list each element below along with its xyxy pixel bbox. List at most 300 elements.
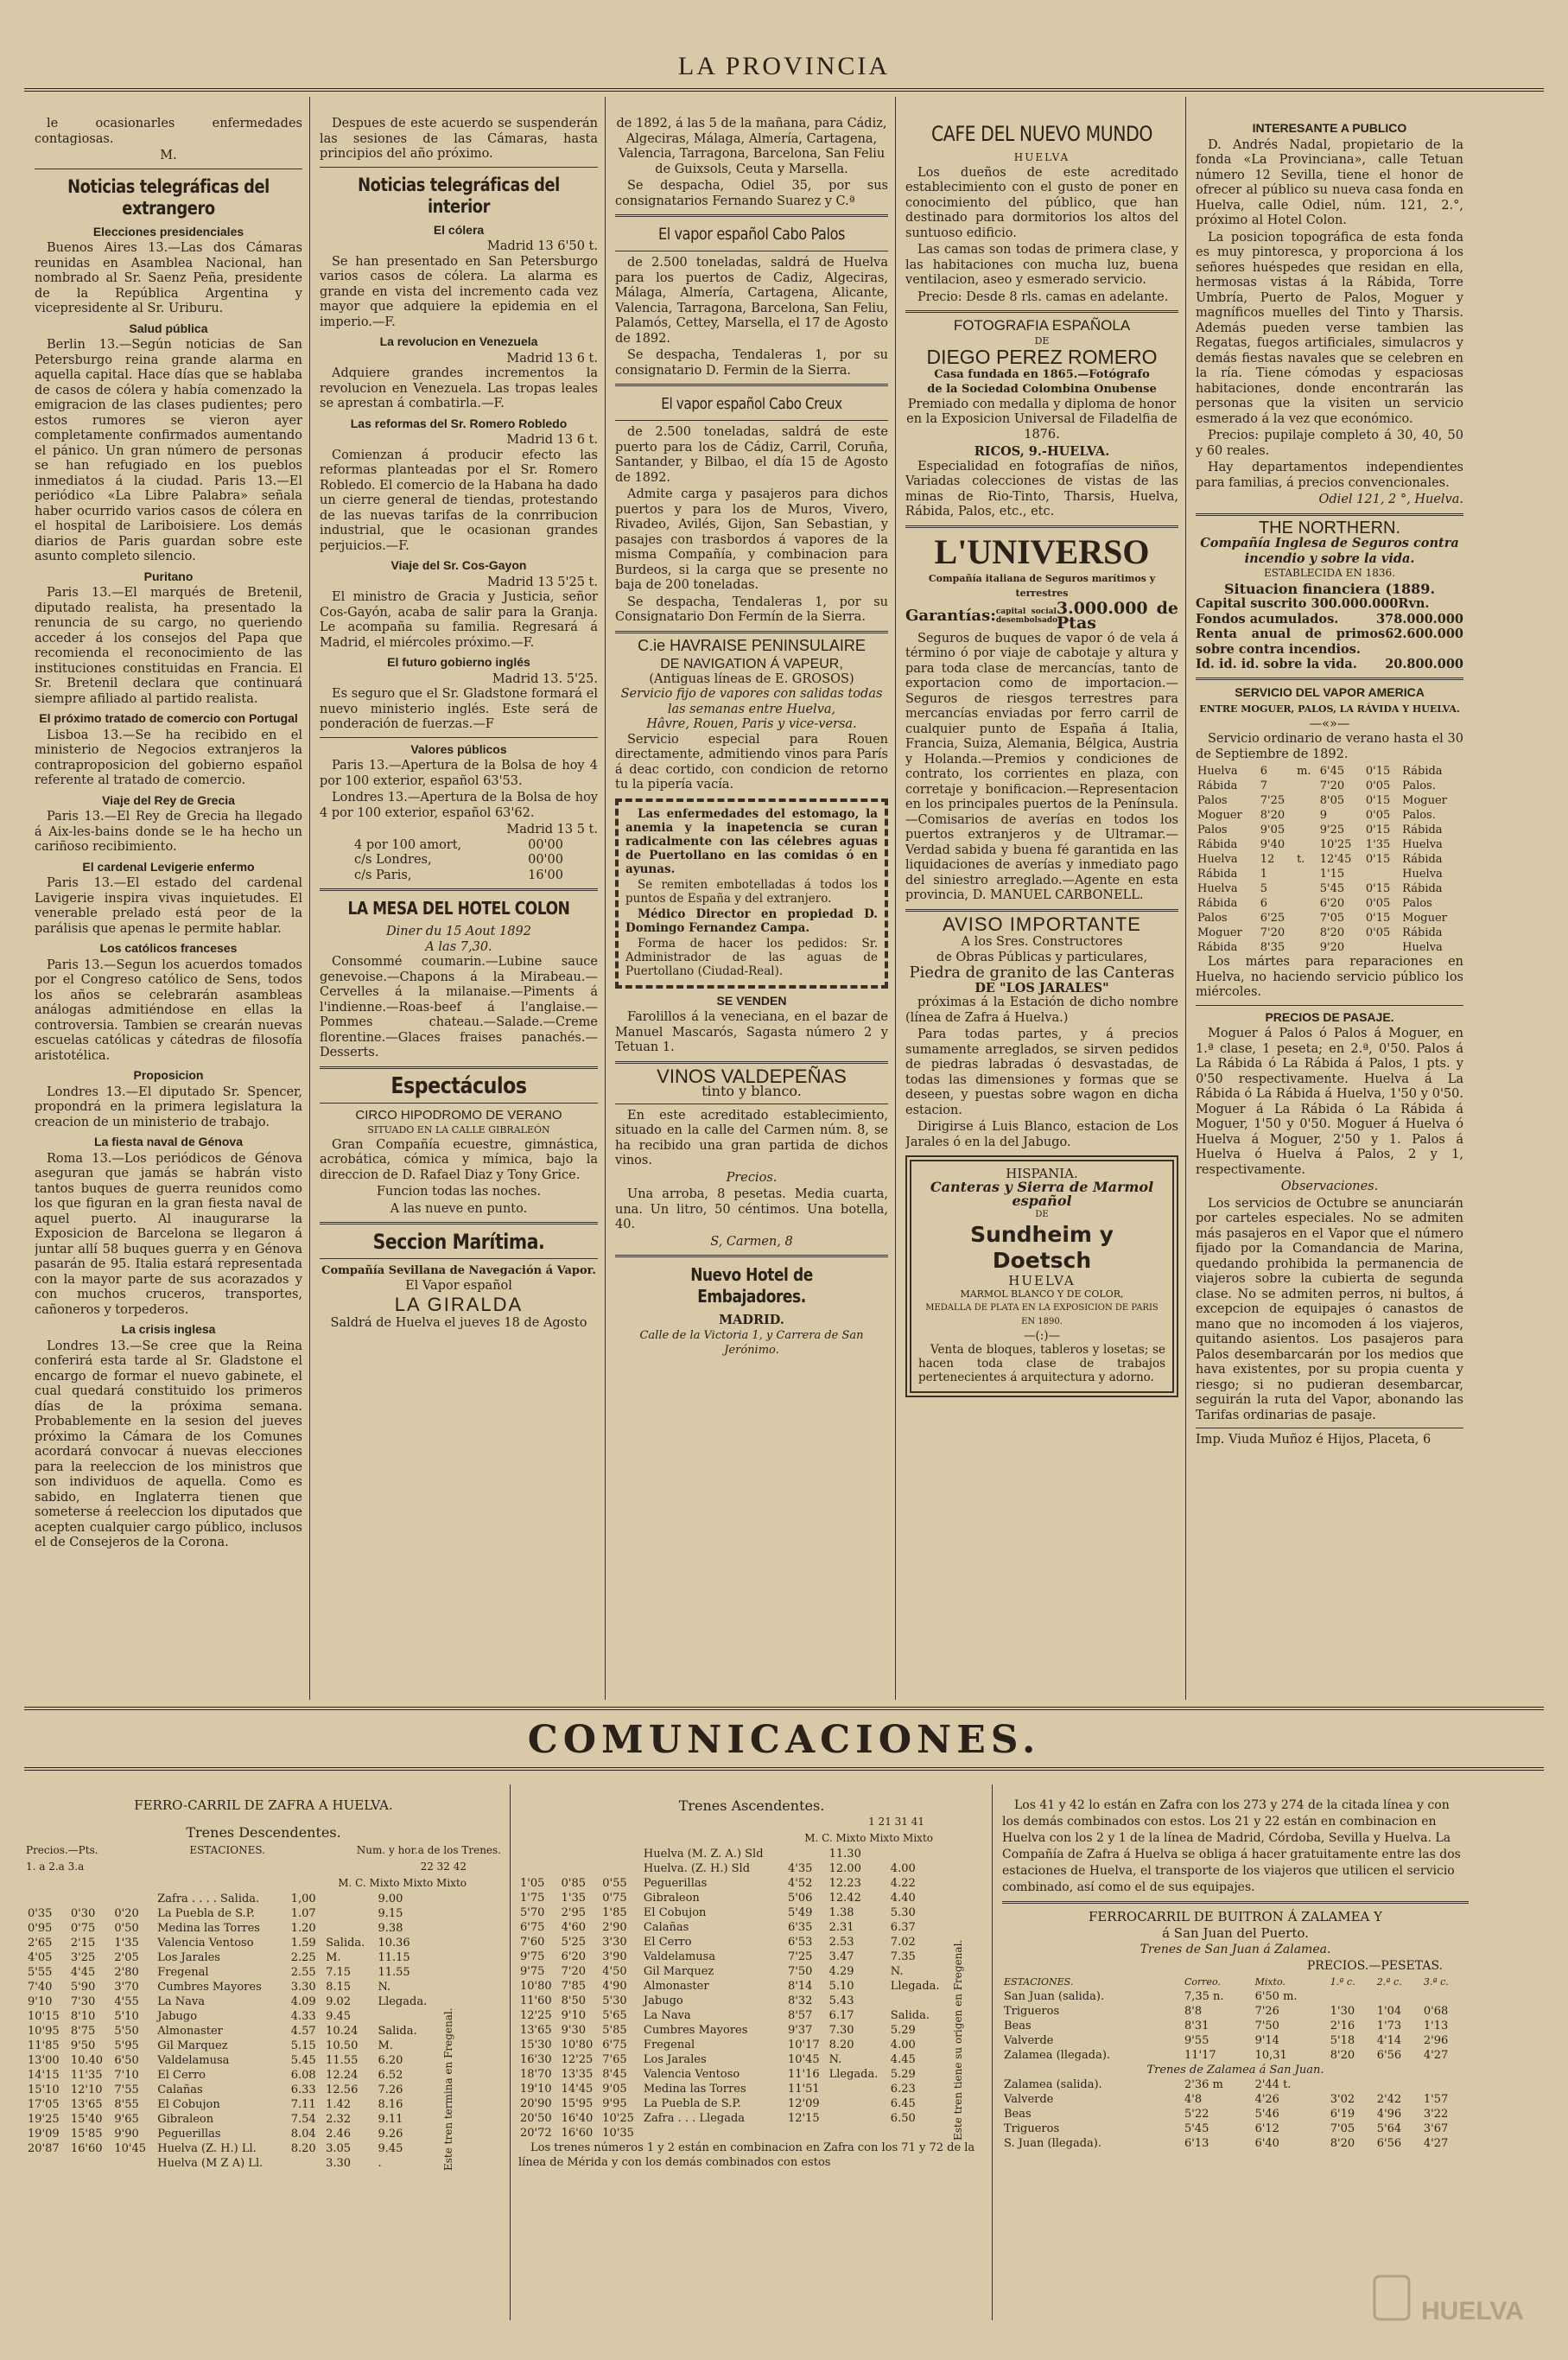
table-row [518, 1847, 950, 1861]
table-cell: Calañas [643, 1921, 689, 1934]
aviso-title: AVISO IMPORTANTE [943, 913, 1141, 935]
table-cell: 6'53 [787, 1936, 813, 1949]
table-cell: Llegada. [890, 1980, 940, 1993]
circo-title: CIRCO HIPODROMO DE VERANO [355, 1107, 562, 1123]
table-cell: 5'64 [1376, 2122, 1402, 2135]
table-cell: 7'40 [28, 1981, 53, 1994]
table-cell: 7'20 [1319, 779, 1345, 792]
table-cell: 8'10 [70, 2010, 96, 2023]
table-cell: 12'25 [561, 2053, 594, 2066]
table-cell: 8'50 [561, 1994, 587, 2007]
table-cell: 5.29 [890, 2068, 916, 2081]
table-cell: 10.40 [70, 2054, 104, 2067]
table-cell: 20'87 [28, 2142, 60, 2155]
table-cell [324, 1906, 376, 1921]
table-cell: 8'31 [1184, 2020, 1209, 2032]
news-heading: Las reformas del Sr. Romero Robledo [350, 416, 568, 430]
table-cell: 4.45 [890, 2053, 916, 2066]
table-cell: 15'30 [520, 2039, 552, 2051]
table-cell: 10'17 [787, 2039, 820, 2051]
table-cell [1375, 2077, 1422, 2092]
table-cell: 2.31 [828, 1921, 854, 1934]
table-cell: Calañas [157, 2083, 203, 2096]
vapor-text: de 2.500 toneladas, saldrá de Huelva para los puertos de Cadiz, Algeciras, Málaga, Almería, Cartagena, Alicante, Valencia, Tarragona, Barcelona, San Feliu, Palamós, Cettey, Marsella, el 17 de Agosto de 1892. [615, 256, 888, 346]
table-row [1002, 2107, 1469, 2121]
table-row [518, 2126, 950, 2141]
vinos-precios: Precios. [726, 1170, 778, 1185]
table-row [1196, 808, 1463, 823]
aviso-heading: Piedra de granito de las Canteras [909, 964, 1175, 982]
table-cell: Trigueros [1004, 2122, 1060, 2135]
buitron-title2: á San Juan del Puerto. [1162, 1925, 1309, 1941]
table-cell: 0'85 [561, 1877, 587, 1890]
table-cell [69, 1892, 113, 1906]
table-cell: 5'25 [561, 1936, 587, 1949]
table-cell [1295, 808, 1318, 823]
table-cell: Huelva [1402, 868, 1443, 881]
table-cell: Huelva [1197, 765, 1238, 778]
table-row [1196, 837, 1463, 852]
news-text: Berlin 13.—Según noticias de San Petersburgo reina grande alarma en aquella capital. Hace días que se hablaba de casos de cólera y había comenzado la emigracion de las clases pudientes; pero estos rumores se vieron ayer completamente confirmados aumentando el pánico. Un gran número de personas se han refugiado en los pueblos inmediatos á la ciudad. Paris 13.—El periódico «La Libre Palabra» señala haber ocurrido varios casos de cólera en el hospital de Lariboisiere. Los demás diarios de Paris guardan sobre este asunto completo silencio. [35, 338, 302, 563]
table-cell: 0'68 [1423, 2005, 1449, 2018]
table-cell [112, 1892, 156, 1906]
table-cell: 20'72 [520, 2127, 552, 2140]
table-cell [1295, 793, 1318, 808]
northern-est: ESTABLECIDA EN 1836. [1264, 567, 1395, 579]
circo-address: SITUADO EN LA CALLE GIBRALEÓN [367, 1124, 550, 1135]
table-cell: 12 [1260, 853, 1275, 866]
table-cell [786, 1847, 828, 1861]
table-cell [1375, 1989, 1422, 2004]
table-cell: 0'15 [1365, 824, 1391, 836]
table-cell: 12.00 [828, 1862, 861, 1875]
servicio-text2: Los mártes para reparaciones en Huelva, no haciendo servicio público los miércoles. [1196, 955, 1463, 999]
table-cell: 3.05 [326, 2142, 352, 2155]
observaciones: Observaciones. [1280, 1180, 1379, 1193]
table-cell: 7'05 [1330, 2122, 1355, 2135]
aviso-text3: Dirigirse á Luis Blanco, estacion de Los Jarales ó en la del Jabugo. [905, 1120, 1178, 1149]
table-cell: San Juan (salida). [1004, 1990, 1105, 2003]
table-cell: 1,00 [290, 1892, 316, 1905]
table-cell: 3'25 [70, 1951, 96, 1964]
asc-footnote: Los trenes números 1 y 2 están en combinacion en Zafra con los 71 y 72 de la línea de Mérida y con los demás combinados con estos [518, 2141, 975, 2169]
crest-icon [1369, 2269, 1533, 2338]
news-text: Londres 13.—Se cree que la Reina conferirá esta tarde al Sr. Gladstone el encargo de formar el nuevo gabinete, el cual quedará constituido los primeros días de la próxima semana. Probablemente en la sesion del jueves próximo la Cámara de los Comunes acordará convocar á nuevas elecciones para la reeleccion de los ministros que son individuos de aquella. Como es sabido, en Inglaterra tienen que someterse á reeleccion los diputados que acepten cualquier cargo público, inclusos el de Consejeros de la Corona. [35, 1339, 302, 1549]
table-cell: Cumbres Mayores [643, 2024, 748, 2037]
dateline: Madrid 13 6 t. [506, 351, 598, 366]
table-cell: 3'30 [602, 1936, 627, 1949]
table-cell: 17'05 [28, 2098, 60, 2111]
table-cell: 7'85 [561, 1980, 587, 1993]
table-cell: 16'60 [561, 2127, 594, 2140]
table-cell: 0'75 [70, 1922, 96, 1935]
table-cell [1295, 940, 1318, 955]
table-cell: 9'37 [787, 2024, 813, 2037]
table-row [1196, 823, 1463, 837]
table-row [26, 1921, 441, 1936]
table-cell [642, 2126, 786, 2141]
cafe-title: CAFE DEL NUEVO MUNDO [930, 122, 1153, 146]
table-cell: 6.50 [890, 2112, 916, 2125]
table-row [26, 2156, 441, 2171]
northern-value: 378.000.000 [1376, 611, 1463, 627]
table-cell: 4'05 [28, 1951, 53, 1964]
table-cell: 1'35 [114, 1937, 139, 1950]
column-3 [615, 117, 888, 1694]
northern-title: THE NORTHERN. [1258, 518, 1401, 538]
table-row [518, 2067, 950, 2082]
table-cell: 7.15 [326, 1966, 352, 1979]
hispania-text: Venta de bloques, tableros y losetas; se hacen toda clase de trabajos pertenecientes á arquitectura y adorno. [918, 1343, 1165, 1384]
table-cell: 0'05 [1365, 897, 1391, 910]
precios-text: Moguer á Palos ó Palos á Moguer, en 1.ª clase, 1 peseta; en 2.ª, 0'50. Palos á La Rábida ó La Rábida á Palos, 1 pts. y 0'50 respectivamente. Huelva á La Rábida ó La Rábida á Huelva, 1'50 y 0'50. Moguer á La Rábida ó La Rábida á Moguer, 1'50 y 0'50. Moguer á Huelva ó Huelva á Moguer, 2'50 y 1. Palos á Huelva ó Huelva á Palos, 2 y 1, respectivamente. [1196, 1027, 1463, 1177]
table-cell: 5.10 [828, 1980, 854, 1993]
table-cell: 10'35 [602, 2127, 634, 2140]
table-cell: 6'20 [1319, 897, 1345, 910]
table-cell: 11'17 [1184, 2049, 1216, 2062]
circo-text3: A las nueve en punto. [390, 1201, 528, 1216]
table-cell: 8'8 [1184, 2005, 1203, 2018]
table-cell: Gil Marquez [157, 2039, 228, 2052]
table-cell: 8.20 [828, 2039, 854, 2051]
table-cell: Peguerillas [643, 1877, 708, 1890]
table-cell: Moguer [1197, 809, 1242, 822]
table-cell: 15'40 [70, 2113, 103, 2126]
hotel-city: MADRID. [719, 1313, 784, 1327]
table-cell: 4.22 [890, 1877, 916, 1890]
table-cell: Cumbres Mayores [157, 1981, 262, 1994]
table-row [518, 2052, 950, 2067]
ferro-notes [1002, 1789, 1469, 2325]
trenes-descendentes [26, 1789, 501, 2325]
table-cell: Valencia Ventoso [157, 1937, 254, 1950]
table-cell: 9'30 [561, 2024, 587, 2037]
table-cell: 19'09 [28, 2128, 60, 2141]
table-cell: 0'15 [1365, 765, 1391, 778]
news-text: Buenos Aires 13.—Las dos Cámaras reunidas en Asamblea Nacional, han nombrado al Sr. Saenz Peña, presidente de la República Argentina y vicepresidente al Sr. Uriburu. [35, 241, 302, 315]
table-cell: Medina las Torres [157, 1922, 260, 1935]
table-cell: Huelva (Z. H.) Ll. [157, 2142, 257, 2155]
news-heading: Puritano [143, 569, 194, 583]
table-cell: 12.56 [326, 2083, 359, 2096]
table-row [518, 1979, 950, 1994]
table-cell: 7.26 [378, 2083, 403, 2096]
table-cell: 4.00 [890, 2039, 916, 2051]
table-cell [1295, 911, 1318, 926]
northern-value: 62.600.000 [1385, 627, 1463, 641]
table-cell: 6 [1260, 765, 1268, 778]
table-cell: 3.30 [326, 2157, 352, 2170]
servicio-text: Servicio ordinario de verano hasta el 30 de Septiembre de 1892. [1196, 732, 1463, 761]
table-cell: La Nava [157, 1995, 205, 2008]
table-cell: N. [828, 2053, 842, 2066]
valores-label: c/s Londres, [354, 853, 432, 867]
table-cell: Rábida [1402, 853, 1443, 866]
table-cell: Rábida [1197, 941, 1238, 954]
col-separator [895, 97, 896, 1700]
hispania-ad [905, 1155, 1178, 1397]
table-cell: 12'25 [520, 2009, 552, 2022]
table-cell: El Cobujon [643, 1906, 707, 1919]
table-cell: 7'50 [787, 1965, 813, 1978]
table-row [518, 1905, 950, 1920]
table-cell: 8.15 [326, 1981, 352, 1994]
valores-table [320, 838, 598, 884]
table-cell: 6'13 [1184, 2137, 1209, 2150]
venden-text: Farolillos á la veneciana, en el bazar de Manuel Mascarós, Sagasta número 2 y Tetuan 1. [615, 1010, 888, 1054]
table-cell: Palos [1197, 794, 1228, 807]
foto-name: DIEGO PEREZ ROMERO [926, 346, 1158, 368]
table-cell: 7'20 [561, 1965, 587, 1978]
table-cell: 9'65 [114, 2113, 139, 2126]
col-separator [309, 97, 310, 1700]
table-cell: 6'40 [1254, 2137, 1279, 2150]
news-text: Es seguro que el Sr. Gladstone formará el nuevo ministerio inglés. Este será de ponderación de fuerzas.—F [320, 687, 598, 731]
table-cell: 8'20 [1330, 2049, 1355, 2062]
news-text: Paris 13.—Segun los acuerdos tomados por el Congreso católico de Sens, todos los años se celebrarán asambleas análogas admitiéndose en ellas la controversia. Tambien se crearán nuevas escuelas católicas y cátedras de filosofía aristotélica. [35, 957, 302, 1063]
table-cell [376, 2009, 441, 2024]
table-cell: Llegada. [378, 1995, 428, 2008]
dateline: Madrid 13 6'50 t. [486, 239, 598, 253]
clases-label: 1. a 2.a 3.a [26, 1861, 85, 1873]
table-row [1196, 896, 1463, 911]
news-heading: Viaje del Sr. Cos-Gayon [390, 558, 527, 572]
table-cell [1295, 779, 1318, 793]
havraise-line2: Hâvre, Rouen, Paris y vice-versa. [646, 717, 857, 731]
precios-heading: PRECIOS DE PASAJE. [1265, 1009, 1394, 1024]
table-cell [26, 1892, 69, 1906]
table-cell: 9 [1319, 809, 1328, 822]
table-cell: 2'80 [114, 1966, 139, 1979]
universo-text: Seguros de buques de vapor ó de vela á término ó por viaje de cabotaje y altura y para toda clase de mercancías, tanto de exportacion como de importacion.—Seguros de riesgos terrestres para mercancías enviadas por ferro carril de cualquier punto de España á Italia, Francia, Suiza, Alemania, Bélgica, Austria y Holanda.—Premios y condiciones de contrato, los corrientes en plaza, con corretaje y bonificacion.—Representacion en los principales puertos de la Península.—Comisarios de averías en todos los puertos extranjeros y de Ultramar.—Verdad sabida y buena fé garantida en las liquidaciones de averías y inmediato pago del siniestro arreglado.—Agente en esta provincia, D. MANUEL CARBONELL. [905, 631, 1178, 902]
valores-text: Londres 13.—Apertura de la Bolsa de hoy 4 por 100 exterior, español 63'62. [320, 791, 598, 820]
table-cell [600, 1861, 642, 1876]
table-cell [600, 1847, 642, 1861]
aviso-text2: Para todas partes, y á precios sumamente arreglados, se sirven pedidos de piedras labradas ó desvastadas, de todas las dimensiones y formas que se deseen, y puestas sobre wagon en dicha estacion. [905, 1027, 1178, 1117]
table-cell: 1.42 [326, 2098, 352, 2111]
table-cell [889, 2126, 950, 2141]
table-cell: Salida. [326, 1937, 365, 1950]
vapor-text: de 2.500 toneladas, saldrá de este puerto para los de Cádiz, Carril, Coruña, Santander, y Bilbao, el día 15 de Agosto de 1892. [615, 425, 888, 485]
table-cell: 5 [1260, 882, 1268, 895]
table-cell: 7 [1260, 779, 1268, 792]
table-cell: 7'25 [1260, 794, 1286, 807]
table-cell: 4'55 [114, 1995, 139, 2008]
table-cell: 14'15 [28, 2069, 60, 2082]
table-cell: 2.46 [326, 2128, 352, 2141]
aviso-line1: A los Sres. Constructores [961, 935, 1123, 949]
table-row [26, 1950, 441, 1965]
table-cell: 7'50 [1254, 2020, 1279, 2032]
table-cell: 0'20 [114, 1907, 139, 1920]
table-cell [112, 2156, 156, 2171]
table-cell: 6'50 [114, 2054, 139, 2067]
buitron-sub2: Trenes de Zalamea á San Juan. [1146, 2064, 1324, 2077]
maritima-title: Seccion Marítima. [372, 1230, 545, 1254]
table-cell: 11.55 [378, 1966, 410, 1979]
table-cell [1295, 867, 1318, 881]
ferro-title: FERRO-CARRIL DE ZAFRA A HUELVA. [134, 1797, 393, 1813]
valores-row [320, 853, 598, 868]
hispania-de: DE [1035, 1210, 1049, 1219]
table-cell: 0'50 [114, 1922, 139, 1935]
table-cell: 8'32 [787, 1994, 813, 2007]
table-cell: Beas [1004, 2108, 1032, 2121]
universo-title: L'UNIVERSO [934, 531, 1150, 571]
train-numbers: 22 32 42 [420, 1861, 467, 1873]
table-cell: Rábida [1402, 926, 1443, 939]
table-row [518, 1920, 950, 1935]
table-cell: Peguerillas [157, 2128, 221, 2141]
table-cell: 8.04 [290, 2128, 316, 2141]
table-cell: 9.15 [378, 1907, 403, 1920]
table-cell: 0'75 [602, 1892, 627, 1905]
table-cell: 1 [1260, 868, 1268, 881]
table-cell: 11'51 [787, 2083, 820, 2096]
table-cell: 5'30 [602, 1994, 627, 2007]
table-row [1196, 911, 1463, 926]
table-cell: Jabugo [643, 1994, 683, 2007]
foto-line1: Casa fundada en 1865.—Fotógrafo [934, 367, 1150, 381]
table-cell: 13'65 [520, 2024, 552, 2037]
table-cell: 16'40 [561, 2112, 594, 2125]
northern-label: Fondos acumulados. [1196, 611, 1339, 627]
table-cell: 5'46 [1254, 2108, 1279, 2121]
foto-line3: Premiado con medalla y diploma de honor en la Exposicion Universal de Filadelfia de 1876. [906, 397, 1178, 442]
table-row [518, 2008, 950, 2023]
table-cell: 6'19 [1330, 2108, 1355, 2121]
table-cell: 8'05 [1319, 794, 1345, 807]
servicio-ornament: —«»— [1309, 716, 1350, 731]
table-cell: 3'67 [1423, 2122, 1449, 2135]
table-cell: 11.15 [378, 1951, 410, 1964]
table-cell: 3'90 [602, 1950, 627, 1963]
table-cell: 2'15 [70, 1937, 96, 1950]
table-cell: Gil Marquez [643, 1965, 714, 1978]
col-separator [605, 97, 606, 1700]
desc-title: Trenes Descendentes. [186, 1824, 341, 1841]
dateline: Madrid 13 6 t. [506, 433, 598, 447]
table-cell: 8'55 [114, 2098, 139, 2111]
table-cell: 3.47 [828, 1950, 854, 1963]
table-row [26, 1980, 441, 1994]
estaciones-label: ESTACIONES. [189, 1844, 265, 1856]
table-cell: 16'30 [520, 2053, 552, 2066]
aguas-pedidos: Forma de hacer los pedidos: Sr. Administrador de las aguas de Puertollano (Ciudad-Real). [625, 936, 878, 978]
table-cell: 4.00 [890, 1862, 916, 1875]
news-text: Roma 13.—Los periódicos de Génova aseguran que jamás se habrán visto tantos buques de guerra reunidos como los que figuran en la gran fiesta naval de aquel puerto. Al inaugurarse la Exposicion de Barcelona se llegaron á juntar allí 58 buques guerra y en Génova pasarán de 95. Italia estará representada con la mayor parte de sus acorazados y con muchos cruceros, transportes, cañoneros y torpederos. [35, 1151, 302, 1317]
asc-table [518, 1847, 950, 2141]
table-row [26, 1892, 441, 1906]
table-row [518, 2023, 950, 2038]
table-cell: Valverde [1004, 2034, 1054, 2047]
table-cell: 3'02 [1330, 2093, 1355, 2106]
table-cell: La Puebla de S.P. [157, 1907, 255, 1920]
table-cell: 7'26 [1254, 2005, 1279, 2018]
table-cell: Almonaster [643, 1980, 709, 1993]
table-cell: 2'96 [1423, 2034, 1449, 2047]
universo-sub: Compañía italiana de Seguros marítimos y terrestres [928, 572, 1156, 599]
table-cell: 5'18 [1330, 2034, 1355, 2047]
table-cell: 0'05 [1365, 779, 1391, 792]
table-cell: Huelva. (Z. H.) Sld [643, 1862, 751, 1875]
northern-table [1196, 596, 1463, 672]
table-cell: 5'85 [602, 2024, 627, 2037]
table-cell: 5'70 [520, 1906, 545, 1919]
table-row [1196, 867, 1463, 881]
interesante-text2: La posicion topográfica de esta fonda es muy pintoresca, y proporciona á los señores huéspedes que residan en ella, hermosas vistas á la Rábida, Torre Umbría, Puerto de Palos, Moguer y magníficos muelles del Tinto y Tharsis. Además pueden verse tambien las Regatas, fuegos artificiales, simulacros y demás fiestas navales que se celebren en la ría. Tiene cómodas y espaciosas habitaciones, donde encontrarán las personas que la visiten un servicio esmerado á la vez que económico. [1196, 230, 1463, 426]
news-text: Comienzan á producir efecto las reformas planteadas por el Sr. Romero Robledo. El comercio de la Habana ha dado un cierre general de tiendas, protestando de las nuevas tarifas de la conrribucion industrial, que le ocasionan grandes perjuicios.—F. [320, 448, 598, 553]
table-row [26, 1965, 441, 1980]
table-cell [518, 1861, 560, 1876]
table-cell: 6'56 [1376, 2137, 1402, 2150]
aviso-text: próximas á la Estación de dicho nombre (línea de Zafra á Huelva.) [905, 996, 1178, 1025]
table-cell: 0'95 [28, 1922, 53, 1935]
section-title: Noticias telegráficas del extrangero [67, 175, 270, 219]
table-row [518, 2082, 950, 2096]
table-cell: M. [326, 1951, 341, 1964]
vapor-title: El vapor español Cabo Palos [657, 225, 846, 244]
table-cell: 8'20 [1260, 809, 1286, 822]
news-heading: Proposicion [133, 1068, 204, 1082]
table-row [26, 2097, 441, 2112]
table-cell: 8'20 [1330, 2137, 1355, 2150]
table-cell: Llegada. [828, 2068, 879, 2081]
table-cell: 11'16 [787, 2068, 820, 2081]
table-cell: 7,35 n. [1184, 1990, 1224, 2003]
mesa-title: LA MESA DEL HOTEL COLON [347, 898, 570, 919]
table-cell: 2.53 [828, 1936, 854, 1949]
table-cell: 20'90 [520, 2097, 552, 2110]
northern-row [1196, 612, 1463, 627]
interesante-title: INTERESANTE A PUBLICO [1252, 121, 1407, 135]
table-cell: 9.26 [378, 2128, 403, 2141]
table-cell: 7.54 [290, 2113, 316, 2126]
table-row [1002, 2048, 1469, 2063]
valores-label: c/s Paris, [354, 868, 412, 882]
circo-text2: Funcion todas las noches. [376, 1185, 542, 1199]
table-cell: 5'50 [114, 2025, 139, 2038]
table-cell: 6.37 [890, 1921, 916, 1934]
table-cell [828, 2126, 889, 2141]
table-cell: 6'56 [1376, 2049, 1402, 2062]
table-cell: 4'14 [1376, 2034, 1402, 2047]
table-row [1002, 1989, 1469, 2004]
news-text: Paris 13.—El Rey de Grecia ha llegado á Aix-les-bains donde se le ha hecho un cariñoso recibimiento. [35, 810, 302, 854]
table-cell: 4.40 [890, 1892, 916, 1905]
table-header-cell: Correo. [1184, 1976, 1221, 1988]
servicio-table [1196, 764, 1463, 955]
table-cell: 10,31 [1254, 2049, 1287, 2062]
table-cell: 7'25 [787, 1950, 813, 1963]
table-row [518, 1935, 950, 1950]
table-cell: El Cobujon [157, 2098, 220, 2111]
table-cell [560, 1861, 601, 1876]
news-heading: El próximo tratado de comercio con Portugal [39, 711, 298, 725]
table-row [26, 2039, 441, 2053]
table-cell: Valencia Ventoso [643, 2068, 740, 2081]
table-cell: 5'45 [1319, 882, 1345, 895]
table-cell: 10'80 [561, 2039, 594, 2051]
logo-text: HUELVA [1421, 2297, 1524, 2325]
table-cell: 6.08 [290, 2069, 316, 2082]
maritima-company: Compañía Sevillana de Navegación á Vapor. [321, 1264, 596, 1277]
table-row [1002, 2136, 1469, 2151]
table-cell: 10'80 [520, 1980, 552, 1993]
table-cell: 10'25 [602, 2112, 634, 2125]
table-cell [828, 2096, 889, 2111]
table-cell: 5'06 [787, 1892, 813, 1905]
